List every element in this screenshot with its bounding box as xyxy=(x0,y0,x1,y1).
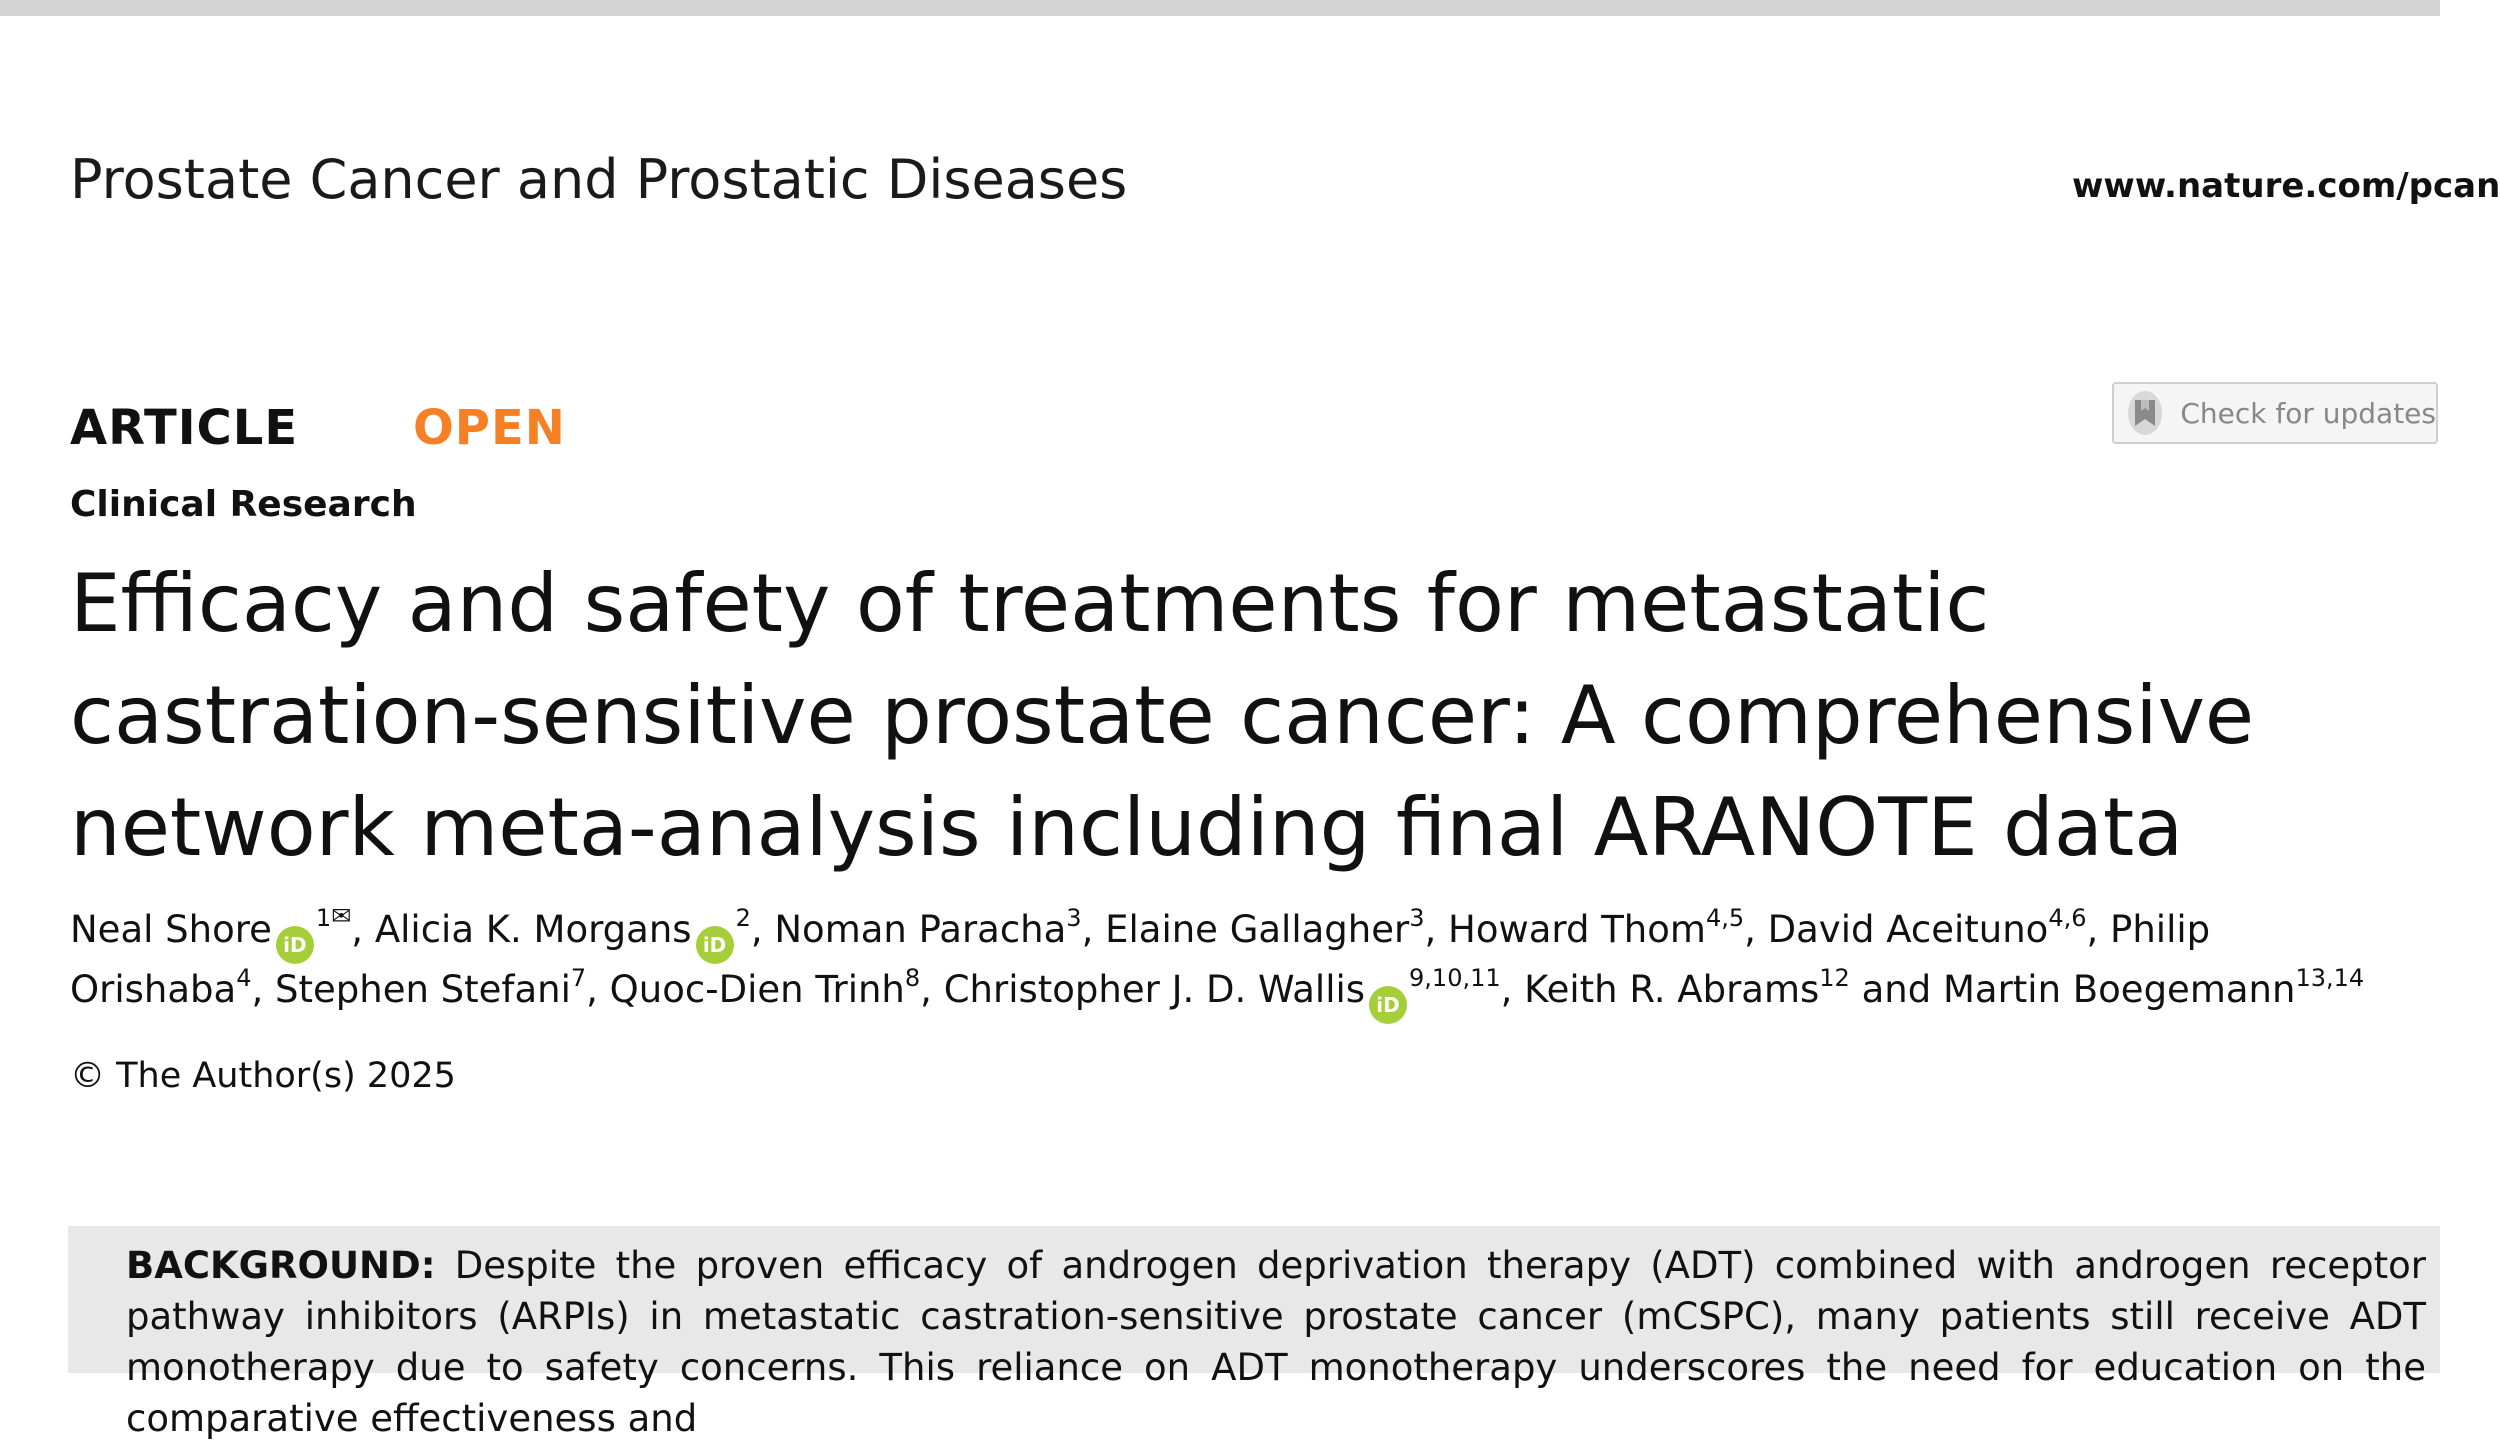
abstract-label: BACKGROUND: xyxy=(126,1244,436,1287)
article-title: Efficacy and safety of treatments for metastatic castration-sensitive prostate cancer: A comprehensive network meta-analysis including final ARANOTE data xyxy=(70,557,2255,874)
abstract-text: Despite the proven efficacy of androgen deprivation therapy (ADT) combined with androgen receptor pathway inhibitors (ARPIs) in metastatic castration-sensitive prostate cancer (mCSPC), many patients still receive ADT monotherapy due to safety concerns. This reliance on ADT monotherapy underscores the need for education on the comparative effectiveness and xyxy=(126,1244,2426,1440)
author-list: Neal Shore $iD^{1✉}$, Alicia K. Morgans $iD^2$, Noman Paracha$^3$, Elaine Gallagher$^3$, Howard Thom$^{4,5}$, David Aceituno$^{4,6}$, Philip Orishaba$^4$, Stephen Stefani$^7$, Quoc-Dien Trinh$^8$, Christopher J. D. Wallis iD$^{9,10,11}$, Keith R. Abrams$^{12}$ and Martin Boegemann$^{13,14}$ xyxy=(70,904,2410,1024)
author-name[interactable]: Neal Shore xyxy=(70,908,272,951)
article-type: ARTICLE xyxy=(70,400,299,456)
author-affiliation: 4,6 xyxy=(2048,904,2087,932)
journal-name: Prostate Cancer and Prostatic Diseases xyxy=(70,148,1128,211)
journal-url[interactable]: www.nature.com/pcan xyxy=(2072,166,2500,206)
author-name[interactable]: Quoc-Dien Trinh xyxy=(609,968,905,1011)
author-name[interactable]: Christopher J. D. Wallis xyxy=(943,968,1366,1011)
author-affiliation: 7 xyxy=(570,964,587,992)
bookmark-icon xyxy=(2128,391,2162,435)
author-affiliation: 3 xyxy=(1409,904,1425,932)
abstract-paragraph xyxy=(126,1240,2426,1444)
author-name[interactable]: Martin Boegemann xyxy=(1942,968,2296,1011)
check-for-updates-button[interactable] xyxy=(2112,382,2438,444)
author-name[interactable]: Elaine Gallagher xyxy=(1105,908,1410,951)
article-section: Clinical Research xyxy=(70,484,417,525)
author-name[interactable]: Keith R. Abrams xyxy=(1524,968,1820,1011)
author-name[interactable]: Stephen Stefani xyxy=(275,968,571,1011)
author-affiliation: 3 xyxy=(1066,904,1082,932)
author-affiliation: 4 xyxy=(236,964,252,992)
author-name[interactable]: Noman Paracha xyxy=(774,908,1067,951)
author-affiliation: 13,14 xyxy=(2295,964,2365,992)
author-name[interactable]: David Aceituno xyxy=(1767,908,2049,951)
window-top-bar xyxy=(0,0,2440,16)
author-name[interactable]: Alicia K. Morgans xyxy=(374,908,692,951)
author-affiliation: 8 xyxy=(904,964,921,992)
abstract-box xyxy=(68,1226,2440,1440)
author-name[interactable]: Philip Orishaba xyxy=(70,908,2211,1011)
author-name[interactable]: Howard Thom xyxy=(1448,908,1706,951)
orcid-icon[interactable]: iD xyxy=(276,926,314,964)
author-affiliation: 12 xyxy=(1819,964,1850,992)
author-affiliation: 9,10,11 xyxy=(1409,964,1501,992)
envelope-icon[interactable]: ✉ xyxy=(331,902,352,930)
author-and: and xyxy=(1861,968,1932,1011)
author-affiliation: 4,5 xyxy=(1705,904,1745,932)
open-access-label: OPEN xyxy=(413,400,566,456)
check-for-updates-label: Check for updates xyxy=(2180,396,2436,430)
orcid-icon[interactable]: iD xyxy=(696,926,734,964)
author-affiliation: 2 xyxy=(735,904,751,932)
orcid-icon[interactable]: iD xyxy=(1369,986,1407,1024)
copyright-notice: © The Author(s) 2025 xyxy=(70,1056,456,1096)
author-affiliation: 1 xyxy=(315,904,332,932)
